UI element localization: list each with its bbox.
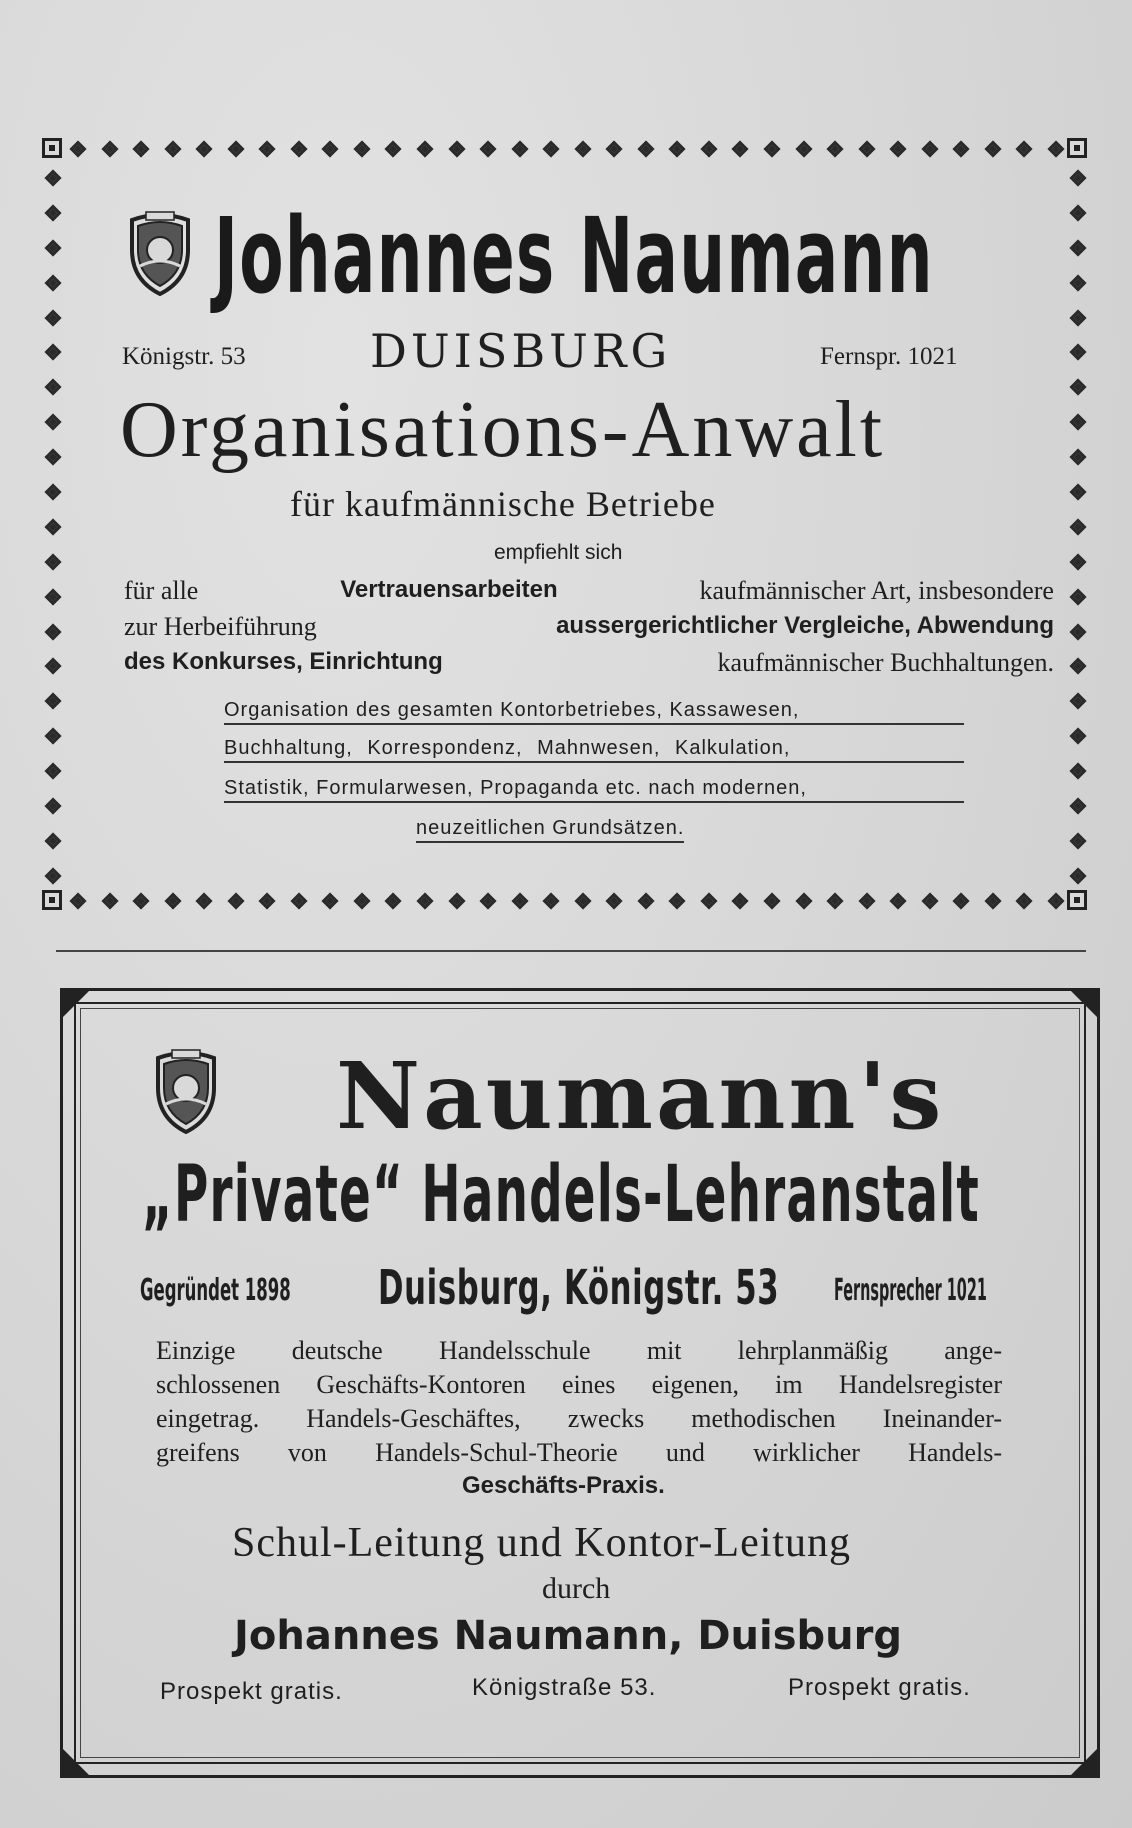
diamond-ornament [921, 141, 938, 158]
diamond-ornament [133, 141, 150, 158]
diamond-ornament [417, 893, 434, 910]
diamond-ornament [1070, 414, 1087, 431]
diamond-ornament [1070, 553, 1087, 570]
diamond-ornament [543, 893, 560, 910]
diamond-ornament [511, 141, 528, 158]
diamond-ornament [1070, 728, 1087, 745]
diamond-ornament [417, 141, 434, 158]
diamond-ornament [1070, 693, 1087, 710]
description-line-5: Geschäfts-Praxis. [462, 1472, 665, 1499]
diamond-ornament [45, 867, 62, 884]
description-line-1: Einzige deutsche Handelsschule mit lehrplanmäßig ange- [156, 1336, 1002, 1365]
service-line-2: Buchhaltung, Korrespondenz, Mahnwesen, Kalkulation, [224, 738, 964, 763]
diamond-ornament [1070, 798, 1087, 815]
diamond-ornament [353, 893, 370, 910]
diamond-ornament [1070, 763, 1087, 780]
diamond-ornament [227, 141, 244, 158]
body-line-2-b: aussergerichtlicher Vergleiche, Abwendung [556, 612, 1054, 639]
diamond-ornament [164, 141, 181, 158]
phone-number: Fernspr. 1021 [820, 343, 958, 370]
diamond-ornament [984, 893, 1001, 910]
school-title: Naumann's [336, 1042, 945, 1150]
advertisement-organisations-anwalt [42, 138, 1087, 924]
diamond-ornament [45, 170, 62, 187]
diamond-ornament [1070, 379, 1087, 396]
diamond-ornament [921, 893, 938, 910]
diamond-ornament [101, 893, 118, 910]
diamond-ornament [45, 274, 62, 291]
profession-subheading: für kaufmännische Betriebe [290, 484, 716, 524]
diamond-ornament [45, 484, 62, 501]
diamond-ornament [227, 893, 244, 910]
diamond-ornament [45, 344, 62, 361]
diamond-ornament [322, 893, 339, 910]
body-line-1 [124, 578, 1054, 604]
corner-ornament-top-right [1067, 138, 1087, 158]
diamond-ornament [984, 141, 1001, 158]
diamond-ornament [1070, 518, 1087, 535]
diamond-ornament [45, 728, 62, 745]
diamond-ornament [700, 893, 717, 910]
diamond-ornament [45, 239, 62, 256]
address: Königstr. 53 [122, 343, 246, 370]
diamond-ornament [1070, 623, 1087, 640]
diamond-ornament [385, 893, 402, 910]
diamond-ornament [827, 893, 844, 910]
diamond-ornament [45, 832, 62, 849]
diamond-ornament [45, 763, 62, 780]
service-line-3: Statistik, Formularwesen, Propaganda etc. nach modernen, [224, 778, 964, 803]
recommends-text: empfiehlt sich [494, 541, 623, 564]
diamond-ornament [1070, 588, 1087, 605]
diamond-ornament [1070, 449, 1087, 466]
diamond-ornament [543, 141, 560, 158]
diamond-ornament [164, 893, 181, 910]
diamond-ornament [795, 893, 812, 910]
footer-left: Prospekt gratis. [160, 1678, 343, 1705]
diamond-ornament [732, 141, 749, 158]
diamond-ornament [511, 893, 528, 910]
diamond-ornament [133, 893, 150, 910]
company-name: Johannes Naumann [214, 195, 934, 317]
diamond-ornament [353, 141, 370, 158]
diamond-border-left [46, 172, 60, 882]
diamond-ornament [45, 309, 62, 326]
diamond-ornament [322, 141, 339, 158]
corner-ornament-top-left [42, 138, 62, 158]
diamond-ornament [1070, 204, 1087, 221]
diamond-ornament [1070, 344, 1087, 361]
diamond-ornament [637, 141, 654, 158]
body-line-1-b: Vertrauensarbeiten [340, 576, 558, 603]
school-phone: Fernsprecher 1021 [834, 1273, 987, 1308]
diamond-ornament [764, 893, 781, 910]
corner-triangle-bottom-right [1068, 1746, 1100, 1778]
diamond-ornament [196, 893, 213, 910]
school-subtitle: „Private“ Handels-Lehranstalt [142, 1150, 980, 1240]
corner-ornament-bottom-right [1067, 890, 1087, 910]
diamond-border-top [72, 142, 1062, 156]
city-name: DUISBURG [370, 324, 672, 378]
body-line-1-a: für alle [124, 576, 199, 605]
corner-triangle-top-right [1068, 988, 1100, 1020]
diamond-ornament [45, 623, 62, 640]
body-line-2-a: zur Herbeiführung [124, 612, 317, 641]
body-line-3 [124, 650, 1054, 676]
diamond-ornament [858, 893, 875, 910]
corner-triangle-bottom-left [60, 1746, 92, 1778]
diamond-border-bottom [72, 894, 1062, 908]
diamond-ornament [637, 893, 654, 910]
diamond-ornament [45, 588, 62, 605]
signature-name: Johannes Naumann, Duisburg [234, 1613, 903, 1659]
profession-heading: Organisations-Anwalt [120, 386, 886, 474]
body-line-3-b: kaufmännischer Buchhaltungen. [717, 648, 1054, 677]
footer-right: Prospekt gratis. [788, 1674, 971, 1701]
diamond-ornament [385, 141, 402, 158]
description-line-3: eingetrag. Handels-Geschäftes, zwecks methodischen Ineinander- [156, 1404, 1002, 1433]
diamond-ornament [732, 893, 749, 910]
corner-triangle-top-left [60, 988, 92, 1020]
diamond-ornament [290, 893, 307, 910]
diamond-ornament [45, 379, 62, 396]
diamond-ornament [1070, 239, 1087, 256]
school-location: Duisburg, Königstr. 53 [378, 1260, 780, 1316]
diamond-ornament [1047, 141, 1064, 158]
diamond-ornament [1070, 658, 1087, 675]
diamond-ornament [1070, 309, 1087, 326]
diamond-ornament [480, 141, 497, 158]
diamond-ornament [45, 449, 62, 466]
diamond-ornament [606, 141, 623, 158]
diamond-ornament [574, 893, 591, 910]
diamond-ornament [1016, 141, 1033, 158]
diamond-ornament [795, 141, 812, 158]
diamond-ornament [890, 141, 907, 158]
diamond-ornament [669, 893, 686, 910]
body-line-2 [124, 614, 1054, 640]
body-line-1-c: kaufmännischer Art, insbesondere [699, 576, 1054, 605]
emblem-icon [126, 210, 194, 296]
diamond-ornament [1070, 274, 1087, 291]
diamond-ornament [827, 141, 844, 158]
diamond-ornament [45, 414, 62, 431]
diamond-ornament [1016, 893, 1033, 910]
diamond-ornament [70, 893, 87, 910]
diamond-ornament [1070, 832, 1087, 849]
diamond-ornament [259, 893, 276, 910]
diamond-ornament [448, 141, 465, 158]
diamond-ornament [858, 141, 875, 158]
diamond-ornament [1070, 170, 1087, 187]
footer-middle: Königstraße 53. [472, 1674, 657, 1701]
emblem-icon [152, 1048, 220, 1134]
description-line-2: schlossenen Geschäfts-Kontoren eines eigenen, im Handelsregister [156, 1370, 1002, 1399]
corner-ornament-bottom-left [42, 890, 62, 910]
diamond-ornament [1070, 867, 1087, 884]
diamond-ornament [480, 893, 497, 910]
advertisement-handels-lehranstalt [60, 988, 1100, 1778]
description-line-4: greifens von Handels-Schul-Theorie und wirklicher Handels- [156, 1438, 1002, 1467]
diamond-ornament [574, 141, 591, 158]
diamond-ornament [953, 141, 970, 158]
diamond-ornament [70, 141, 87, 158]
diamond-ornament [196, 141, 213, 158]
diamond-ornament [45, 204, 62, 221]
diamond-ornament [101, 141, 118, 158]
durch-text: durch [542, 1572, 611, 1605]
diamond-ornament [700, 141, 717, 158]
diamond-ornament [890, 893, 907, 910]
diamond-ornament [448, 893, 465, 910]
diamond-ornament [259, 141, 276, 158]
diamond-ornament [764, 141, 781, 158]
body-line-3-a: des Konkurses, Einrichtung [124, 648, 443, 675]
leitung-heading: Schul-Leitung und Kontor-Leitung [232, 1520, 852, 1566]
diamond-ornament [669, 141, 686, 158]
diamond-border-right [1071, 172, 1085, 882]
diamond-ornament [45, 798, 62, 815]
diamond-ornament [45, 693, 62, 710]
diamond-ornament [45, 658, 62, 675]
diamond-ornament [606, 893, 623, 910]
diamond-ornament [45, 518, 62, 535]
founded-year: Gegründet 1898 [140, 1273, 291, 1308]
service-line-4: neuzeitlichen Grundsätzen. [416, 818, 684, 843]
service-line-1: Organisation des gesamten Kontorbetriebes, Kassawesen, [224, 700, 964, 725]
diamond-ornament [1047, 893, 1064, 910]
diamond-ornament [953, 893, 970, 910]
diamond-ornament [290, 141, 307, 158]
page-divider [56, 950, 1086, 952]
diamond-ornament [45, 553, 62, 570]
diamond-ornament [1070, 484, 1087, 501]
